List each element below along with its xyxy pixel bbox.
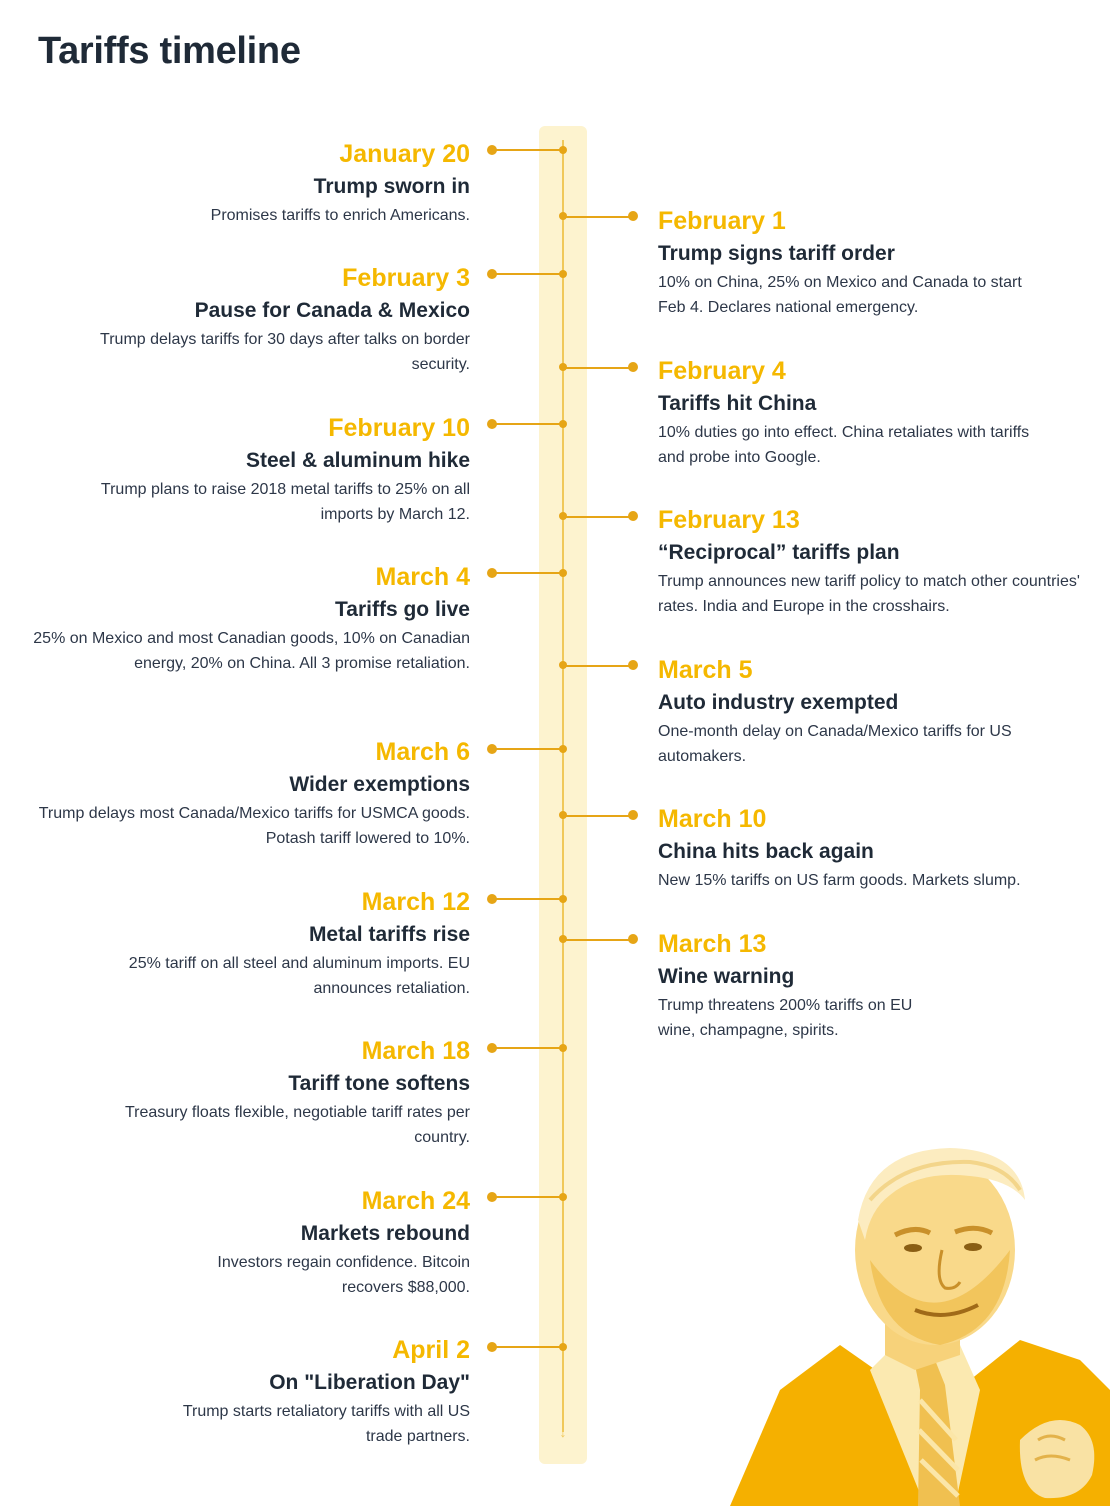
timeline-event bbox=[30, 411, 470, 527]
timeline-event bbox=[658, 354, 1088, 470]
event-date: March 10 bbox=[658, 805, 767, 833]
timeline-event bbox=[30, 1184, 470, 1300]
event-title: Auto industry exempted bbox=[658, 691, 899, 714]
connector-line bbox=[563, 216, 633, 218]
timeline-event bbox=[658, 927, 1088, 1043]
event-date: February 4 bbox=[658, 357, 786, 385]
trump-portrait-illustration bbox=[720, 1140, 1110, 1506]
event-description: Trump starts retaliatory tariffs with all US trade partners. bbox=[182, 1403, 470, 1445]
connector-line bbox=[492, 149, 563, 151]
event-description: 25% on Mexico and most Canadian goods, 10% on Canadian energy, 20% on China. All 3 promise retaliation. bbox=[33, 630, 470, 672]
event-date: February 1 bbox=[658, 207, 786, 235]
event-date: March 5 bbox=[658, 656, 753, 684]
event-title: Markets rebound bbox=[300, 1222, 470, 1245]
event-date: March 12 bbox=[361, 888, 470, 916]
connector-line bbox=[492, 1047, 563, 1049]
event-date: February 3 bbox=[342, 264, 470, 292]
timeline-event bbox=[30, 885, 470, 1001]
event-description: Investors regain confidence. Bitcoin recovers $88,000. bbox=[217, 1254, 470, 1296]
connector-line bbox=[563, 815, 633, 817]
event-title: Tariffs go live bbox=[335, 598, 470, 621]
page-title: Tariffs timeline bbox=[38, 30, 301, 72]
connector-dot bbox=[628, 211, 638, 221]
connector-line bbox=[492, 1346, 563, 1348]
event-description: Promises tariffs to enrich Americans. bbox=[210, 207, 470, 224]
connector-dot bbox=[628, 362, 638, 372]
event-title: Tariff tone softens bbox=[288, 1072, 470, 1095]
event-date: February 13 bbox=[658, 506, 800, 534]
event-description: 25% tariff on all steel and aluminum imports. EU announces retaliation. bbox=[128, 955, 470, 997]
axis-dot bbox=[559, 895, 567, 903]
event-description: One-month delay on Canada/Mexico tariffs for US automakers. bbox=[658, 723, 1012, 765]
connector-dot bbox=[628, 810, 638, 820]
event-date: March 4 bbox=[375, 563, 470, 591]
axis-dot bbox=[559, 270, 567, 278]
event-title: Wine warning bbox=[658, 965, 795, 988]
event-date: March 13 bbox=[658, 930, 767, 958]
connector-line bbox=[563, 939, 633, 941]
event-description: Trump announces new tariff policy to match other countries' rates. India and Europe in the crosshairs. bbox=[658, 573, 1080, 615]
event-description: Trump delays most Canada/Mexico tariffs for USMCA goods. Potash tariff lowered to 10%. bbox=[38, 805, 470, 847]
axis-dot bbox=[559, 1193, 567, 1201]
connector-dot bbox=[628, 511, 638, 521]
connector-line bbox=[492, 748, 563, 750]
timeline-event bbox=[30, 1034, 470, 1150]
event-description: 10% on China, 25% on Mexico and Canada to start Feb 4. Declares national emergency. bbox=[658, 274, 1022, 316]
event-title: On "Liberation Day" bbox=[269, 1371, 470, 1394]
timeline-axis bbox=[562, 140, 564, 1432]
connector-line bbox=[492, 423, 563, 425]
timeline-event bbox=[30, 735, 470, 851]
event-description: 10% duties go into effect. China retaliates with tariffs and probe into Google. bbox=[658, 424, 1030, 466]
axis-dot bbox=[559, 146, 567, 154]
event-date: March 6 bbox=[375, 738, 470, 766]
event-title: Trump sworn in bbox=[313, 175, 470, 198]
connector-dot bbox=[628, 660, 638, 670]
event-description: Trump delays tariffs for 30 days after talks on border security. bbox=[100, 331, 470, 373]
event-date: April 2 bbox=[392, 1336, 470, 1364]
event-title: Trump signs tariff order bbox=[658, 242, 895, 265]
timeline-event bbox=[30, 1333, 470, 1449]
event-date: February 10 bbox=[328, 414, 470, 442]
event-description: Treasury floats flexible, negotiable tariff rates per country. bbox=[124, 1104, 470, 1146]
event-date: March 18 bbox=[361, 1037, 470, 1065]
event-date: March 24 bbox=[361, 1187, 470, 1215]
axis-dot bbox=[559, 1044, 567, 1052]
event-title: Metal tariffs rise bbox=[308, 923, 470, 946]
arrow-down-icon: ↓ bbox=[559, 1424, 567, 1440]
event-description: Trump threatens 200% tariffs on EU wine, champagne, spirits. bbox=[658, 997, 913, 1039]
event-description: Trump plans to raise 2018 metal tariffs to 25% on all imports by March 12. bbox=[100, 481, 470, 523]
connector-line bbox=[563, 516, 633, 518]
timeline-event bbox=[658, 503, 1088, 619]
event-description: New 15% tariffs on US farm goods. Markets slump. bbox=[658, 872, 1021, 889]
connector-line bbox=[563, 367, 633, 369]
axis-dot bbox=[559, 1343, 567, 1351]
axis-dot bbox=[559, 420, 567, 428]
connector-line bbox=[492, 1196, 563, 1198]
connector-dot bbox=[628, 934, 638, 944]
event-title: China hits back again bbox=[658, 840, 874, 863]
connector-line bbox=[492, 898, 563, 900]
timeline-event bbox=[658, 802, 1088, 893]
event-title: Pause for Canada & Mexico bbox=[194, 299, 470, 322]
connector-line bbox=[492, 273, 563, 275]
event-date: January 20 bbox=[339, 140, 470, 168]
axis-dot bbox=[559, 569, 567, 577]
event-title: Wider exemptions bbox=[289, 773, 470, 796]
event-title: “Reciprocal” tariffs plan bbox=[658, 541, 900, 564]
timeline-event bbox=[658, 204, 1088, 320]
event-title: Steel & aluminum hike bbox=[245, 449, 470, 472]
timeline-event bbox=[30, 137, 470, 228]
timeline-event bbox=[30, 560, 470, 676]
timeline-event bbox=[30, 261, 470, 377]
axis-dot bbox=[559, 745, 567, 753]
connector-line bbox=[563, 665, 633, 667]
connector-line bbox=[492, 572, 563, 574]
event-title: Tariffs hit China bbox=[658, 392, 817, 415]
timeline-event bbox=[658, 653, 1088, 769]
